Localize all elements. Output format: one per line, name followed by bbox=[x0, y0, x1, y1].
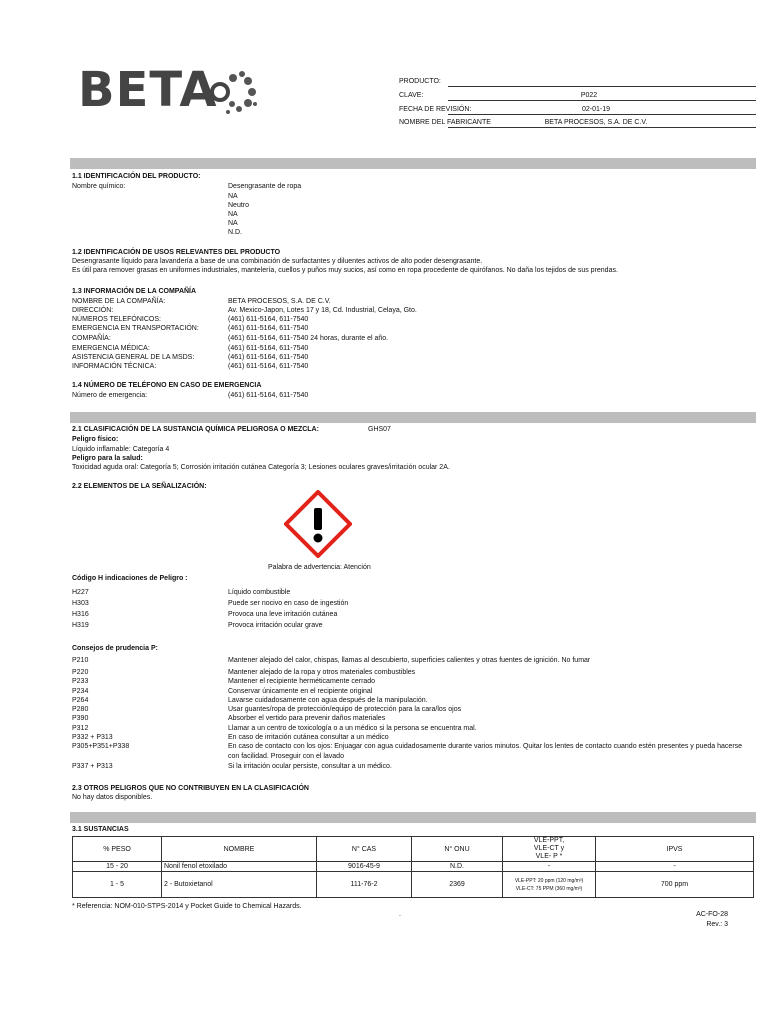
s23-text: No hay datos disponibles. bbox=[72, 794, 153, 801]
cell: 15 - 20 bbox=[73, 862, 162, 872]
s21-phys-title: Peligro físico: bbox=[72, 436, 119, 443]
p-text: con facilidad. Proseguir con el lavado bbox=[228, 753, 344, 760]
s12-title: 1.2 IDENTIFICACIÓN DE USOS RELEVANTES DEL PRODUCTO bbox=[72, 249, 281, 256]
s12-line: Desengrasante líquido para lavandería a base de una combinación de surfactantes y diluentes activos de alto poder desengrasante. bbox=[72, 258, 483, 265]
header-label-clave: CLAVE: bbox=[399, 92, 424, 99]
p-text: Conservar únicamente en el recipiente original bbox=[228, 688, 373, 695]
logo-dots-icon bbox=[206, 66, 258, 118]
s14-value: (461) 611-5164, 611-7540 bbox=[228, 392, 309, 399]
cell: 700 ppm bbox=[596, 872, 754, 898]
s13-value: BETA PROCESOS, S.A. DE C.V. bbox=[228, 298, 331, 305]
s31-footnote: * Referencia: NOM-010-STPS-2014 y Pocket Guide to Chemical Hazards. bbox=[72, 903, 302, 910]
h-code: H303 bbox=[72, 600, 89, 607]
cell: 2 - Butoxietanol bbox=[162, 872, 317, 898]
logo-text: BETA bbox=[78, 62, 218, 118]
th-ipvs: IPVS bbox=[596, 837, 754, 862]
s21-health-title: Peligro para la salud: bbox=[72, 455, 143, 462]
s13-value: (461) 611-5164, 611-7540 24 horas, durante el año. bbox=[228, 335, 389, 342]
p-code: P264 bbox=[72, 697, 89, 704]
s31-title: 3.1 SUSTANCIAS bbox=[72, 826, 129, 833]
p-text: Lavarse cuidadosamente con agua después de la manipulación. bbox=[228, 697, 428, 704]
cell: 2369 bbox=[412, 872, 503, 898]
header-value-clave: P022 bbox=[580, 92, 598, 99]
s13-label: EMERGENCIA MÉDICA: bbox=[72, 345, 150, 352]
p-text: En caso de contacto con los ojos: Enjuagar con agua cuidadosamente durante varios minutos. Quitar los lentes de contacto cuando estén presentes y pueda hacerse bbox=[228, 743, 743, 750]
p-text: Absorber el vertido para prevenir daños materiales bbox=[228, 715, 386, 722]
signal-word: Palabra de advertencia: Atención bbox=[268, 564, 371, 571]
p-code: P332 + P313 bbox=[72, 734, 113, 741]
s13-label: EMERGENCIA EN TRANSPORTACIÓN: bbox=[72, 325, 199, 332]
h-text: Puede ser nocivo en caso de ingestión bbox=[228, 600, 349, 607]
s23-title: 2.3 OTROS PELIGROS QUE NO CONTRIBUYEN EN LA CLASIFICACIÓN bbox=[72, 785, 309, 792]
s13-value: (461) 611-5164, 611-7540 bbox=[228, 363, 309, 370]
footer-code: AC-FO-28 bbox=[696, 911, 728, 918]
cell: 1 - 5 bbox=[73, 872, 162, 898]
th-cas: N° CAS bbox=[317, 837, 412, 862]
s11-value: Desengrasante de ropa bbox=[228, 183, 302, 190]
p-code: P234 bbox=[72, 688, 89, 695]
p-code: P233 bbox=[72, 678, 89, 685]
p-text: Mantener el recipiente herméticamente cerrado bbox=[228, 678, 376, 685]
s13-label: COMPAÑÍA: bbox=[72, 335, 111, 342]
s22-title: 2.2 ELEMENTOS DE LA SEÑALIZACIÓN: bbox=[72, 483, 207, 490]
p-code: P305+P351+P338 bbox=[72, 743, 130, 750]
h-code: H316 bbox=[72, 611, 89, 618]
s11-value: N.D. bbox=[228, 229, 242, 236]
footer-dot: . bbox=[399, 911, 401, 918]
s11-value: NA bbox=[228, 193, 238, 200]
p-code: P210 bbox=[72, 657, 89, 664]
th-onu: N° ONU bbox=[412, 837, 503, 862]
p-text: Mantener alejado de la ropa y otros materiales combustibles bbox=[228, 669, 416, 676]
table-row bbox=[73, 872, 754, 898]
section-2-bar bbox=[70, 412, 756, 423]
p-text: En caso de irritación cutánea consultar a un médico bbox=[228, 734, 389, 741]
s13-label: NÚMEROS TELEFÓNICOS: bbox=[72, 316, 161, 323]
s13-label: INFORMACIÓN TÉCNICA: bbox=[72, 363, 157, 370]
cell: - bbox=[596, 862, 754, 872]
header-value-fecha: 02-01-19 bbox=[581, 106, 611, 113]
ghs-exclamation-pictogram-icon bbox=[284, 490, 352, 558]
th-nombre: NOMBRE bbox=[162, 837, 317, 862]
s21-title: 2.1 CLASIFICACIÓN DE LA SUSTANCIA QUÍMICA PELIGROSA O MEZCLA: bbox=[72, 426, 319, 433]
header-label-producto: PRODUCTO: bbox=[399, 78, 441, 85]
s13-value: Av. Mexico-Japon, Lotes 17 y 18, Cd. Industrial, Celaya, Gto. bbox=[228, 307, 417, 314]
h-text: Provoca irritación ocular grave bbox=[228, 622, 323, 629]
s21-health: Toxicidad aguda oral: Categoría 5; Corrosión irritación cutánea Categoría 3; Lesiones oculares graves/irritación ocular 2A. bbox=[72, 464, 450, 471]
s13-title: 1.3 INFORMACIÓN DE LA COMPAÑÍA bbox=[72, 288, 197, 295]
s14-title: 1.4 NÚMERO DE TELÉFONO EN CASO DE EMERGENCIA bbox=[72, 382, 262, 389]
h-text: Provoca una leve irritación cutánea bbox=[228, 611, 338, 618]
substances-table bbox=[72, 836, 754, 898]
p-title: Consejos de prudencia P: bbox=[72, 645, 158, 652]
header-label-fecha: FECHA DE REVISIÓN: bbox=[399, 106, 472, 113]
p-code: P337 + P313 bbox=[72, 763, 113, 770]
p-code: P312 bbox=[72, 725, 89, 732]
cell: VLE-PPT: 20 ppm (120 mg/m³) VLE-CT: 75 PPM (360 mg/m³) bbox=[503, 872, 596, 898]
s11-value: NA bbox=[228, 211, 238, 218]
header-value-fabricante: BETA PROCESOS, S.A. DE C.V. bbox=[544, 119, 648, 126]
h-code: H227 bbox=[72, 589, 89, 596]
s13-label: DIRECCIÓN: bbox=[72, 307, 114, 314]
h-title: Código H indicaciones de Peligro : bbox=[72, 575, 188, 582]
p-text: Llamar a un centro de toxicología o a un médico si la persona se encuentra mal. bbox=[228, 725, 477, 732]
s11-title: 1.1 IDENTIFICACIÓN DEL PRODUCTO: bbox=[72, 173, 201, 180]
h-code: H319 bbox=[72, 622, 89, 629]
p-text: Usar guantes/ropa de protección/equipo de protección para la cara/los ojos bbox=[228, 706, 462, 713]
p-code: P390 bbox=[72, 715, 89, 722]
s21-code: GHS07 bbox=[368, 426, 391, 433]
section-1-bar bbox=[70, 158, 756, 169]
cell: - bbox=[503, 862, 596, 872]
p-text: Mantener alejado del calor, chispas, llamas al descubierto, superficies calientes y otras fuentes de ignición. No fumar bbox=[228, 657, 591, 664]
s13-value: (461) 611-5164, 611-7540 bbox=[228, 354, 309, 361]
p-code: P220 bbox=[72, 669, 89, 676]
p-text: Si la irritación ocular persiste, consultar a un médico. bbox=[228, 763, 392, 770]
s21-phys: Líquido inflamable: Categoría 4 bbox=[72, 446, 170, 453]
table-header-row bbox=[73, 837, 754, 862]
cell: Nonil fenol etoxilado bbox=[162, 862, 317, 872]
h-text: Líquido combustible bbox=[228, 589, 291, 596]
s11-value: Neutro bbox=[228, 202, 250, 209]
th-peso: % PESO bbox=[73, 837, 162, 862]
footer-rev: Rev.: 3 bbox=[706, 921, 728, 928]
header-label-fabricante: NOMBRE DEL FABRICANTE bbox=[399, 119, 491, 126]
s13-value: (461) 611-5164, 611-7540 bbox=[228, 325, 309, 332]
cell: N.D. bbox=[412, 862, 503, 872]
th-vle: VLE-PPT, VLE-CT y VLE- P * bbox=[503, 837, 596, 862]
s12-line: Es útil para remover grasas en uniformes industriales, mantelería, cuellos y puños muy sucios, así como en ropa procedente de quirófanos. No daña los tejidos de sus prendas. bbox=[72, 267, 618, 274]
s14-label: Número de emergencia: bbox=[72, 392, 148, 399]
cell: 9016-45-9 bbox=[317, 862, 412, 872]
p-code: P280 bbox=[72, 706, 89, 713]
section-3-bar bbox=[70, 812, 756, 823]
table-row bbox=[73, 862, 754, 872]
s11-label: Nombre químico: bbox=[72, 183, 126, 190]
cell: 111-76-2 bbox=[317, 872, 412, 898]
s13-label: NOMBRE DE LA COMPAÑÍA: bbox=[72, 298, 166, 305]
logo bbox=[78, 62, 260, 118]
s13-label: ASISTENCIA GENERAL DE LA MSDS: bbox=[72, 354, 195, 361]
s11-value: NA bbox=[228, 220, 238, 227]
s13-value: (461) 611-5164, 611-7540 bbox=[228, 316, 309, 323]
s13-value: (461) 611-5164, 611-7540 bbox=[228, 345, 309, 352]
